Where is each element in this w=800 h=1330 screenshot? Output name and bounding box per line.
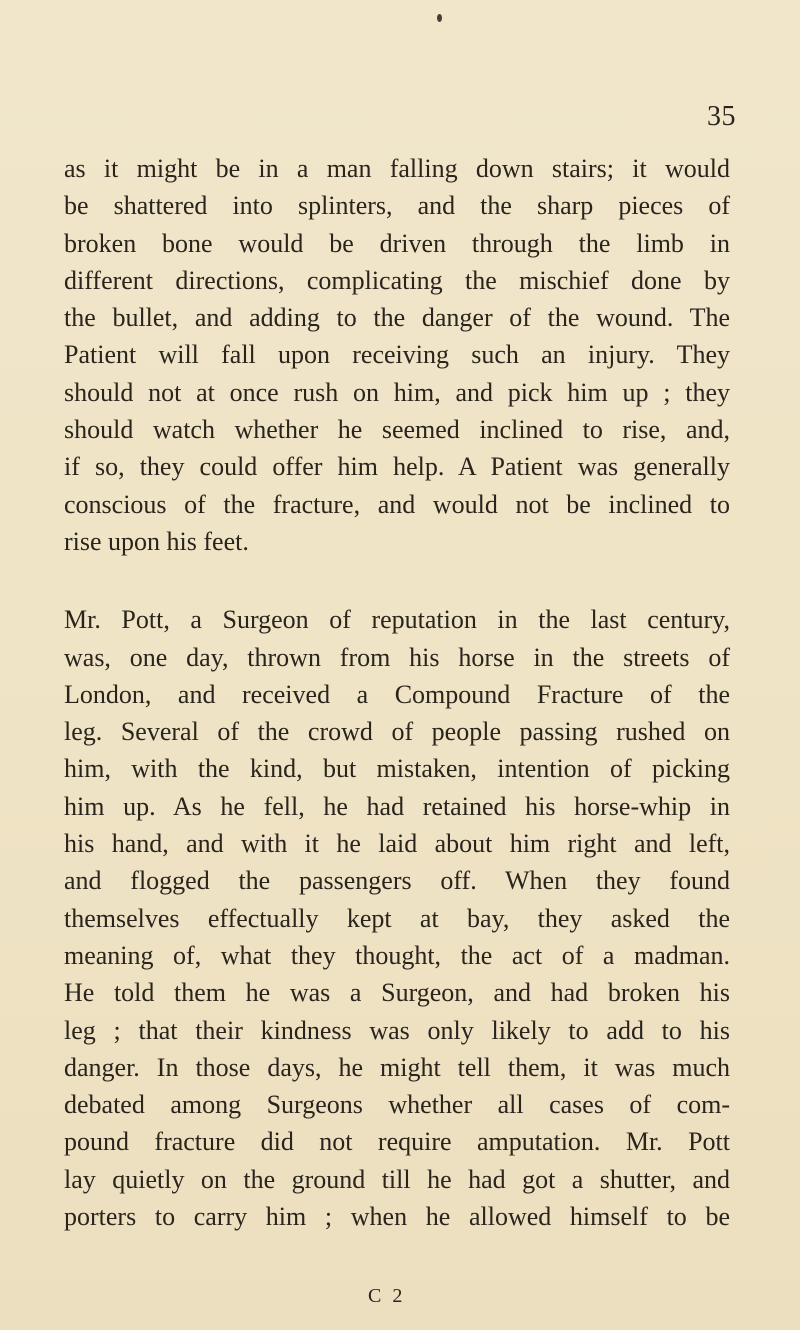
text-line: meaning of, what they thought, the act of a madman. <box>64 940 730 970</box>
text-line: conscious of the fracture, and would not be inclined to <box>64 489 730 519</box>
ink-speck <box>437 14 442 22</box>
text-line: Patient will fall upon receiving such an injury. They <box>64 340 730 370</box>
text-line: danger. In those days, he might tell them, it was much <box>64 1052 730 1082</box>
text-line: be shattered into splinters, and the sharp pieces of <box>64 191 730 221</box>
text-line: different directions, complicating the mischief done by <box>64 265 730 295</box>
text-line: He told them he was a Surgeon, and had broken his <box>64 978 730 1008</box>
text-line: should watch whether he seemed inclined to rise, and, <box>64 415 730 445</box>
paragraph-spacing <box>64 560 730 601</box>
text-line: and flogged the passengers off. When they found <box>64 866 730 896</box>
text-line: him, with the kind, but mistaken, intention of picking <box>64 754 730 784</box>
text-line: if so, they could offer him help. A Patient was generally <box>64 452 730 482</box>
text-line: his hand, and with it he laid about him right and left, <box>64 829 730 859</box>
text-line: Mr. Pott, a Surgeon of reputation in the last century, <box>64 605 730 635</box>
text-line: leg ; that their kindness was only likely to add to his <box>64 1015 730 1045</box>
text-line: debated among Surgeons whether all cases of com- <box>64 1090 730 1120</box>
text-line: themselves effectually kept at bay, they asked the <box>64 903 730 933</box>
text-line: lay quietly on the ground till he had got a shutter, and <box>64 1164 730 1194</box>
paragraph-1 <box>64 150 730 560</box>
text-line: London, and received a Compound Fracture of the <box>64 679 730 709</box>
text-line: pound fracture did not require amputation. Mr. Pott <box>64 1127 730 1157</box>
text-line: rise upon his feet. <box>64 526 249 556</box>
text-line: leg. Several of the crowd of people passing rushed on <box>64 717 730 747</box>
text-line: was, one day, thrown from his horse in the streets of <box>64 642 730 672</box>
signature-mark: C 2 <box>368 1285 406 1307</box>
text-line: should not at once rush on him, and pick him up ; they <box>64 377 730 407</box>
page-number: 35 <box>707 101 736 132</box>
text-line: as it might be in a man falling down stairs; it would <box>64 154 730 183</box>
text-line: him up. As he fell, he had retained his horse-whip in <box>64 791 730 821</box>
text-line: broken bone would be driven through the limb in <box>64 228 730 258</box>
paragraph-2 <box>64 601 730 1235</box>
text-line: porters to carry him ; when he allowed himself to be <box>64 1202 730 1232</box>
page-body <box>64 150 730 1235</box>
text-line: the bullet, and adding to the danger of the wound. The <box>64 303 730 333</box>
